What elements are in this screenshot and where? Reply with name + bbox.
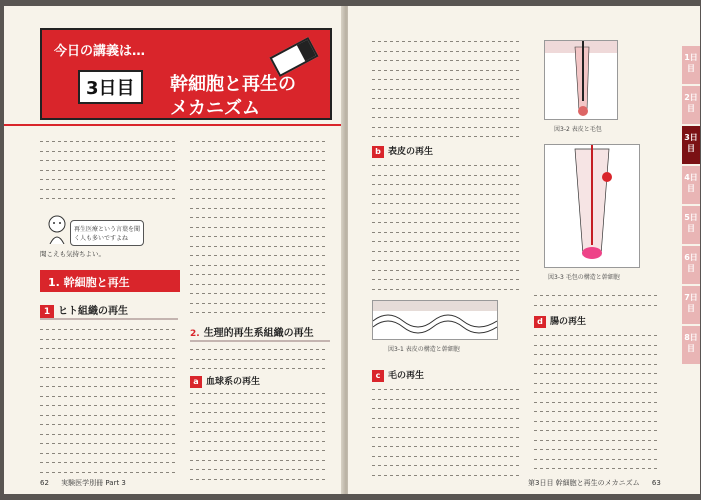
bullet-c-icon: c (372, 370, 384, 382)
bullet-d-icon: d (534, 316, 546, 328)
skin-wave-graphic (373, 301, 497, 339)
banner-underline (4, 124, 344, 126)
tab-day-1[interactable]: 1日目 (682, 46, 700, 84)
left-footer (40, 478, 126, 488)
right-series: 第3日目 幹細胞と再生のメカニズム (528, 479, 640, 487)
tab-day-4[interactable]: 4日目 (682, 166, 700, 204)
right-footer (528, 478, 661, 488)
heading-gut-text: 腸の再生 (550, 317, 587, 327)
section-title: 1. 幹細胞と再生 (40, 270, 180, 292)
speech-bubble: 再生医療という言葉を聞く人も多いですよね (70, 220, 144, 246)
banner-title-line1: 幹細胞と再生の (170, 74, 296, 95)
heading-gut (534, 314, 586, 328)
figure-mid-caption: 図3-3 毛包の構造と幹細胞 (548, 274, 620, 281)
chapter-banner (40, 28, 332, 120)
human-tissue-paragraph (40, 324, 176, 476)
gut-intro-paragraph (534, 290, 660, 309)
heading-human-tissue (40, 302, 128, 319)
heading-number-2: 2. (190, 329, 200, 339)
figure-epidermis (544, 40, 618, 120)
intro-tail (40, 250, 176, 260)
heading-blood-text: 血球系の再生 (206, 377, 261, 387)
banner-title-line2: メカニズム (170, 98, 260, 119)
tab-day-5[interactable]: 5日目 (682, 206, 700, 244)
hair-follicle-graphic (545, 41, 617, 119)
left-page (4, 6, 344, 494)
teacher-avatar-icon (46, 214, 68, 244)
heading-skin-text: 表皮の再生 (388, 147, 434, 157)
blood-paragraph (190, 388, 328, 483)
heading-physiological-text: 生理的再生系組織の再生 (203, 328, 314, 339)
tab-day-3[interactable]: 3日目 (682, 126, 700, 164)
right-intro-paragraph (372, 36, 522, 141)
heading-physiological (190, 324, 314, 341)
figure-hair-stem (544, 144, 640, 268)
day-tabs (682, 46, 700, 366)
figure-skin-caption: 図3-1 表皮の構造と幹細胞 (388, 346, 460, 353)
gut-paragraph (534, 330, 660, 473)
bullet-a-icon: a (190, 376, 202, 388)
heading-blood (190, 374, 260, 388)
tab-day-2[interactable]: 2日目 (682, 86, 700, 124)
heading-underline-2 (190, 340, 330, 342)
intro-paragraph (40, 136, 176, 203)
figure-skin-structure (372, 300, 498, 340)
heading-number: 1 (40, 305, 54, 319)
hair-paragraph (372, 384, 522, 479)
tab-day-6[interactable]: 6日目 (682, 246, 700, 284)
tab-day-8[interactable]: 8日目 (682, 326, 700, 364)
right-page (348, 6, 700, 494)
physiological-paragraph (190, 344, 328, 373)
right-column-paragraph (190, 136, 328, 317)
left-page-number: 62 (40, 479, 49, 487)
banner-day: 3日目 (78, 70, 143, 104)
banner-kicker: 今日の講義は… (54, 44, 146, 59)
tab-day-7[interactable]: 7日目 (682, 286, 700, 324)
bullet-b-icon: b (372, 146, 384, 158)
right-page-number: 63 (651, 479, 661, 487)
figure-top-caption: 図3-2 表皮と毛包 (554, 126, 602, 133)
hair-stem-graphic (545, 145, 639, 267)
heading-hair (372, 368, 424, 382)
heading-human-tissue-text: ヒト組織の再生 (58, 306, 128, 317)
heading-underline (40, 318, 178, 320)
skin-paragraph (372, 160, 522, 293)
intro-tail-text: 聞こえも気持ちよい。 (40, 250, 105, 258)
left-series: 実験医学別冊 Part 3 (61, 479, 126, 487)
heading-hair-text: 毛の再生 (388, 371, 425, 381)
heading-skin (372, 144, 433, 158)
